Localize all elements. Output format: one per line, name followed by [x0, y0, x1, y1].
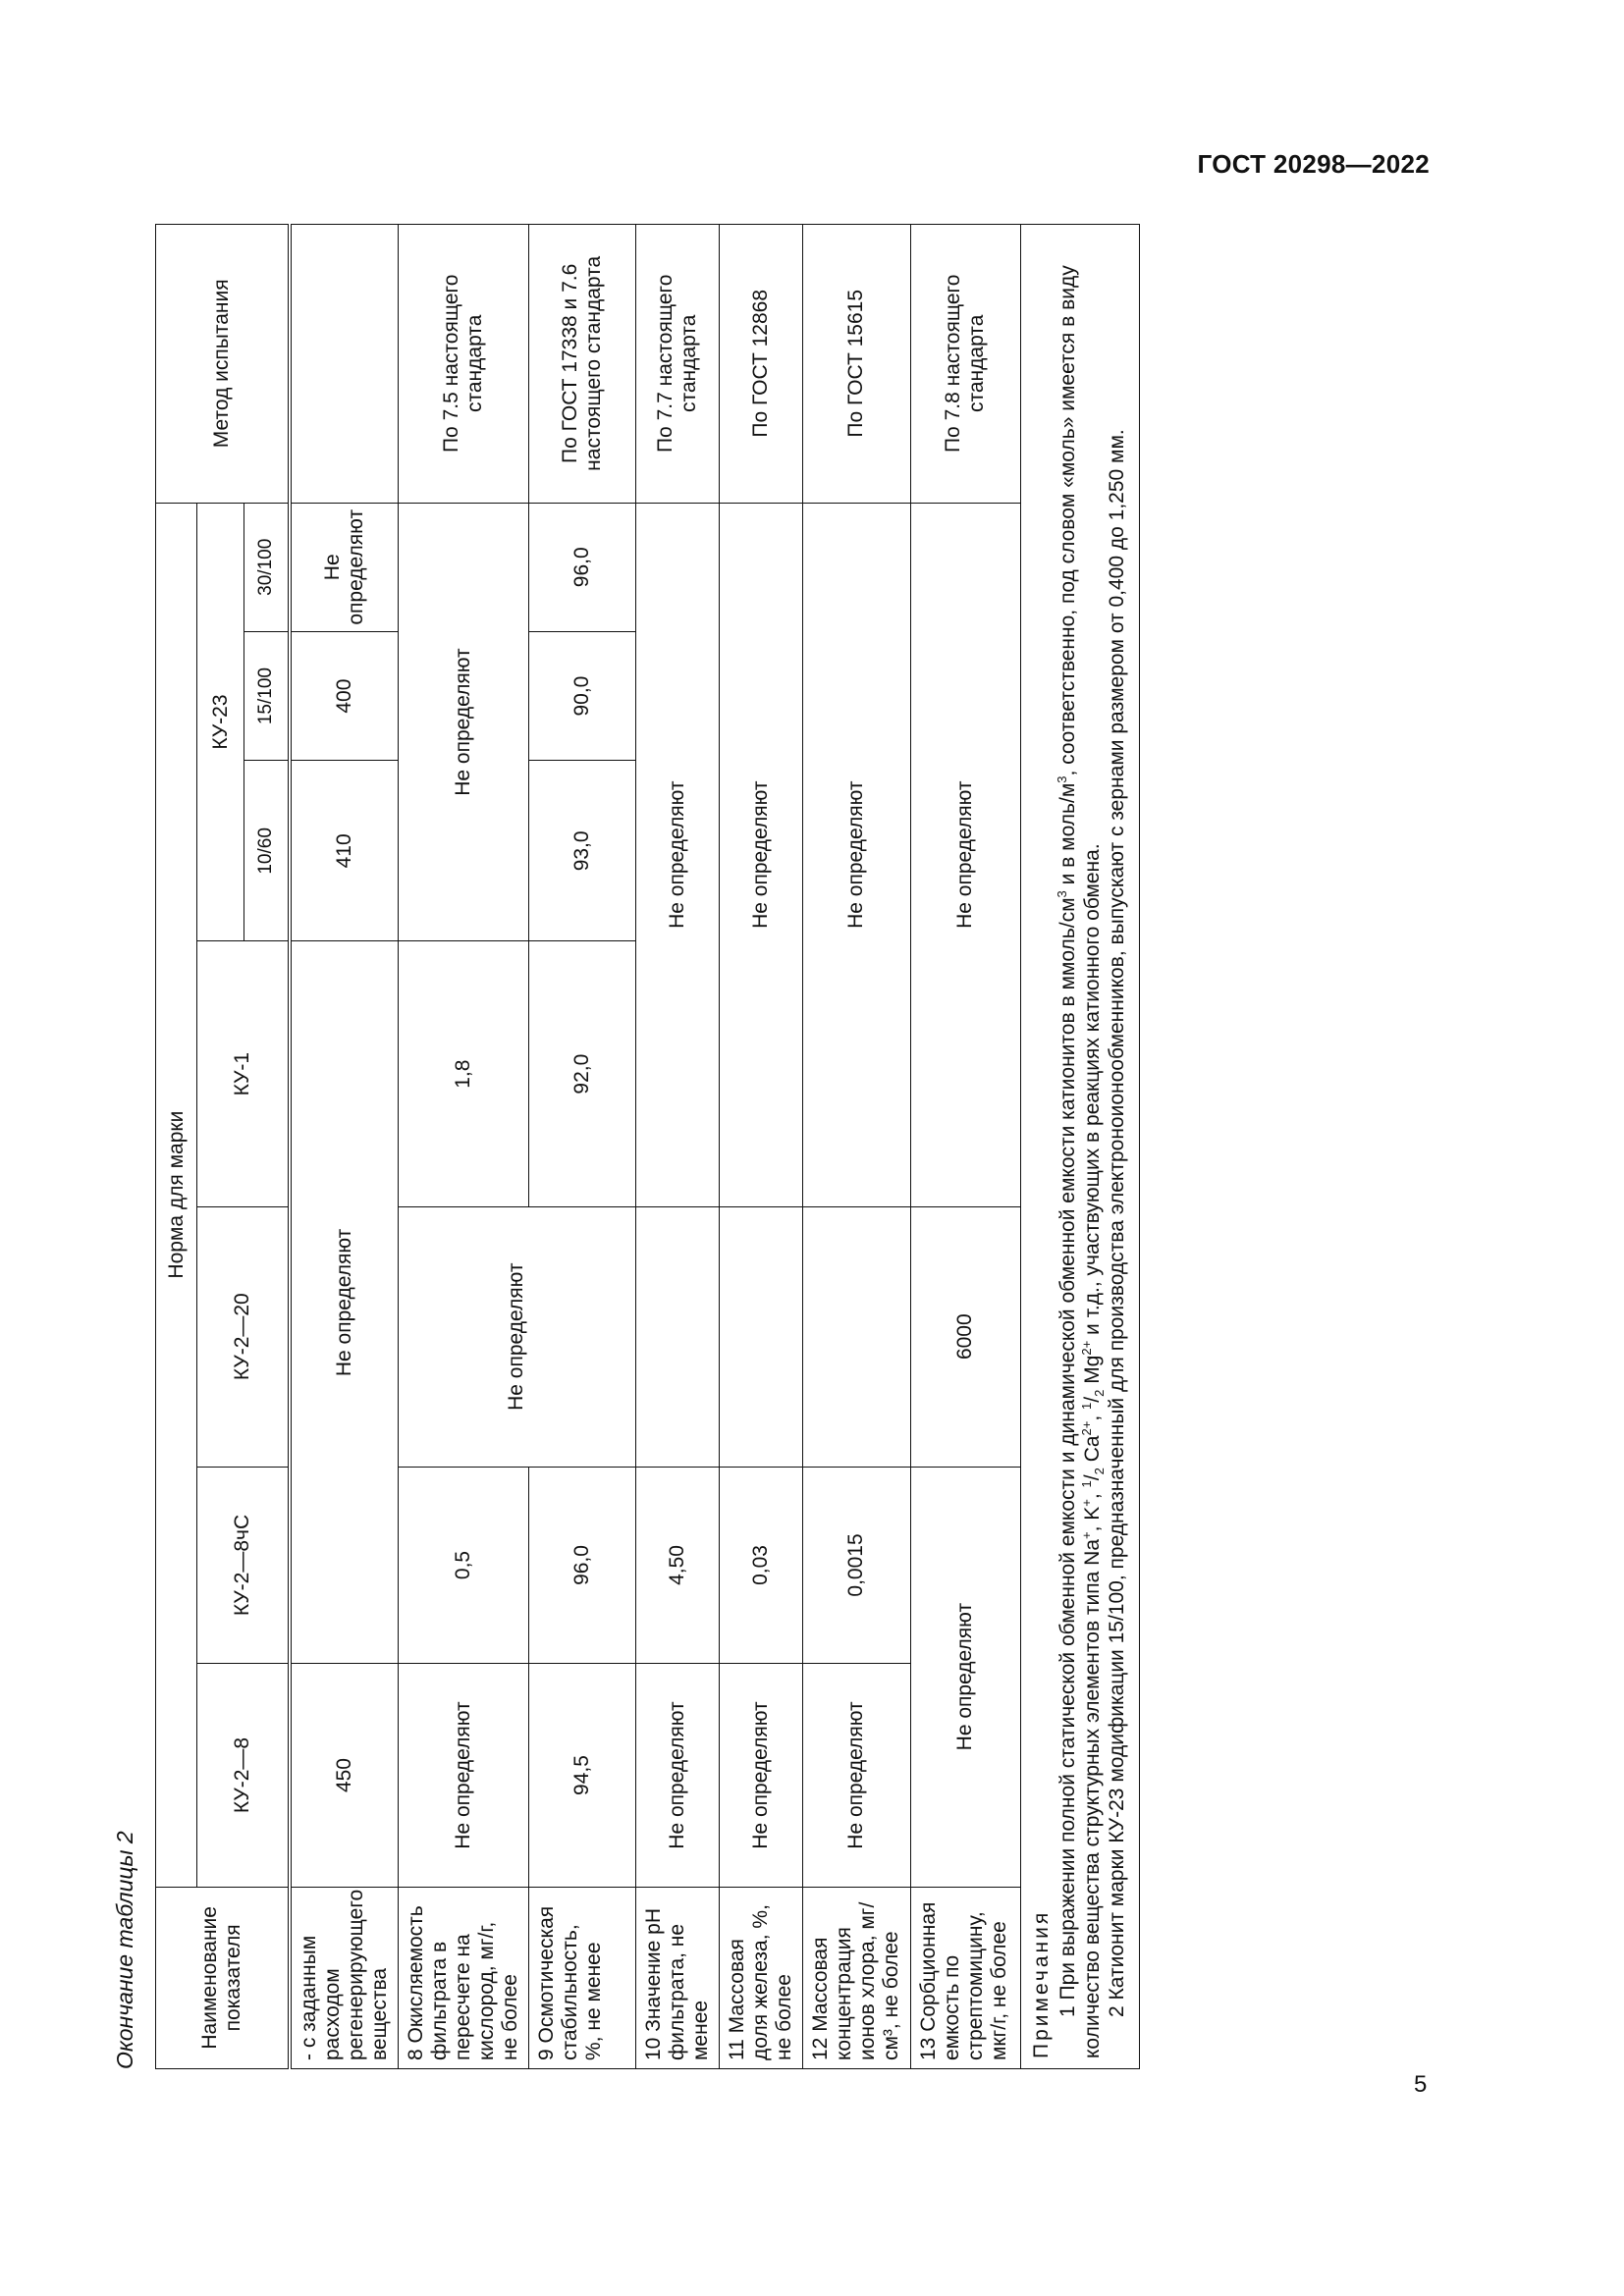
rotated-table-block [112, 224, 1214, 2069]
cell-value: 410 [290, 761, 399, 941]
table-row [910, 225, 1020, 2069]
cell-value: Не определяют [719, 1664, 802, 1887]
cell-value: Не определяют [398, 1664, 528, 1887]
cell-value: 6000 [910, 1206, 1020, 1467]
cell-value: Не определяют [290, 941, 399, 1664]
cell-value: 92,0 [528, 941, 635, 1206]
notes-heading: Примечания [1029, 1909, 1053, 2058]
cell-value: 400 [290, 631, 399, 760]
row-name: 11 Массовая доля железа, %, не более [719, 1887, 802, 2068]
cell-value: Не определяют [635, 503, 719, 1206]
row-name: 8 Окисляемость фильтрата в пересчете на кислород, мг/г, не более [398, 1887, 528, 2068]
document-header: ГОСТ 20298—2022 [1197, 149, 1430, 179]
note-1: 1 При выражении полной статической обменной емкости и динамической обменной емкости катионитов в ммоль/$см^3$ и в моль/$м^3$, соответственно, под словом «моль» имеется в виду количество вещества структурных элементов типа Na+, K+, $^1/_2$ $Ca^{2+}$, $^1/_2$ $Mg^{2+}$ и т.д., участвующих в реакциях катионного обмена. [1054, 265, 1107, 2058]
cell-value: 94,5 [528, 1664, 635, 1887]
cell-value: Не определяют [802, 1664, 910, 1887]
notes-block [1020, 225, 1139, 2069]
table-caption: Окончание таблицы 2 [112, 1831, 137, 2069]
cell-value: Не определяют [290, 503, 399, 631]
header-ku23: КУ-23 [197, 503, 244, 941]
cell-value: 0,5 [398, 1467, 528, 1664]
table-row [528, 225, 635, 2069]
notes-row [1020, 225, 1139, 2069]
cell-method: По 7.7 настоящего стандарта [635, 225, 719, 504]
cell-value: Не определяют [719, 503, 802, 1206]
page-number: 5 [1414, 2071, 1428, 2098]
data-table [155, 224, 1140, 2069]
row-name: 10 Значение pH фильтрата, не менее [635, 1887, 719, 2068]
cell-value: 93,0 [528, 761, 635, 941]
header-ku23-30100: 30/100 [244, 503, 290, 631]
row-name: 9 Осмотическая стабильность, %, не менее [528, 1887, 635, 2068]
row-name: 13 Сорбционная емкость по стрептомицину, мкг/г, не более [910, 1887, 1020, 2068]
cell-method: По 7.5 настоящего стандарта [398, 225, 528, 504]
cell-value [802, 1206, 910, 1467]
header-method: Метод испытания [156, 225, 290, 504]
cell-value: Не определяют [398, 1206, 635, 1467]
row-name: - с заданным расходом регенерирующего вещества [290, 1887, 399, 2068]
header-ku1: КУ-1 [197, 941, 290, 1206]
cell-value: Не определяют [802, 503, 910, 1206]
cell-value: 96,0 [528, 1467, 635, 1664]
cell-method: По ГОСТ 12868 [719, 225, 802, 504]
row-name: 12 Массовая концентрация ионов хлора, мг/см³, не более [802, 1887, 910, 2068]
header-ku220: КУ-2—20 [197, 1206, 290, 1467]
cell-method: По 7.8 настоящего стандарта [910, 225, 1020, 504]
cell-method [290, 225, 399, 504]
cell-method: По ГОСТ 15615 [802, 225, 910, 504]
header-norm: Норма для марки [156, 503, 197, 1887]
cell-value: 0,0015 [802, 1467, 910, 1664]
cell-value: 4,50 [635, 1467, 719, 1664]
table-row [719, 225, 802, 2069]
header-ku28: КУ-2—8 [197, 1664, 290, 1887]
table-row [802, 225, 910, 2069]
cell-value: Не определяют [910, 503, 1020, 1206]
table-row [290, 225, 399, 2069]
cell-method: По ГОСТ 17338 и 7.6 настоящего стандарта [528, 225, 635, 504]
cell-value: 0,03 [719, 1467, 802, 1664]
header-ku28chs: КУ-2—8чС [197, 1467, 290, 1664]
cell-value: Не определяют [635, 1664, 719, 1887]
cell-value [635, 1206, 719, 1467]
header-name: Наименование показателя [156, 1887, 290, 2068]
table-row [398, 225, 528, 2069]
cell-value: 96,0 [528, 503, 635, 631]
cell-value: Не определяют [398, 503, 528, 941]
cell-value: 1,8 [398, 941, 528, 1206]
cell-value: Не определяют [910, 1467, 1020, 1887]
cell-value: 90,0 [528, 631, 635, 760]
note-2: 2 Катионит марки КУ-23 модификации 15/100, предназначенный для производства электроноионообменников, выпускают с зернами размером от 0,400 до 1,250 мм. [1105, 429, 1128, 2017]
cell-value: 450 [290, 1664, 399, 1887]
header-ku23-1060: 10/60 [244, 761, 290, 941]
cell-value [719, 1206, 802, 1467]
table-row [635, 225, 719, 2069]
header-ku23-15100: 15/100 [244, 631, 290, 760]
